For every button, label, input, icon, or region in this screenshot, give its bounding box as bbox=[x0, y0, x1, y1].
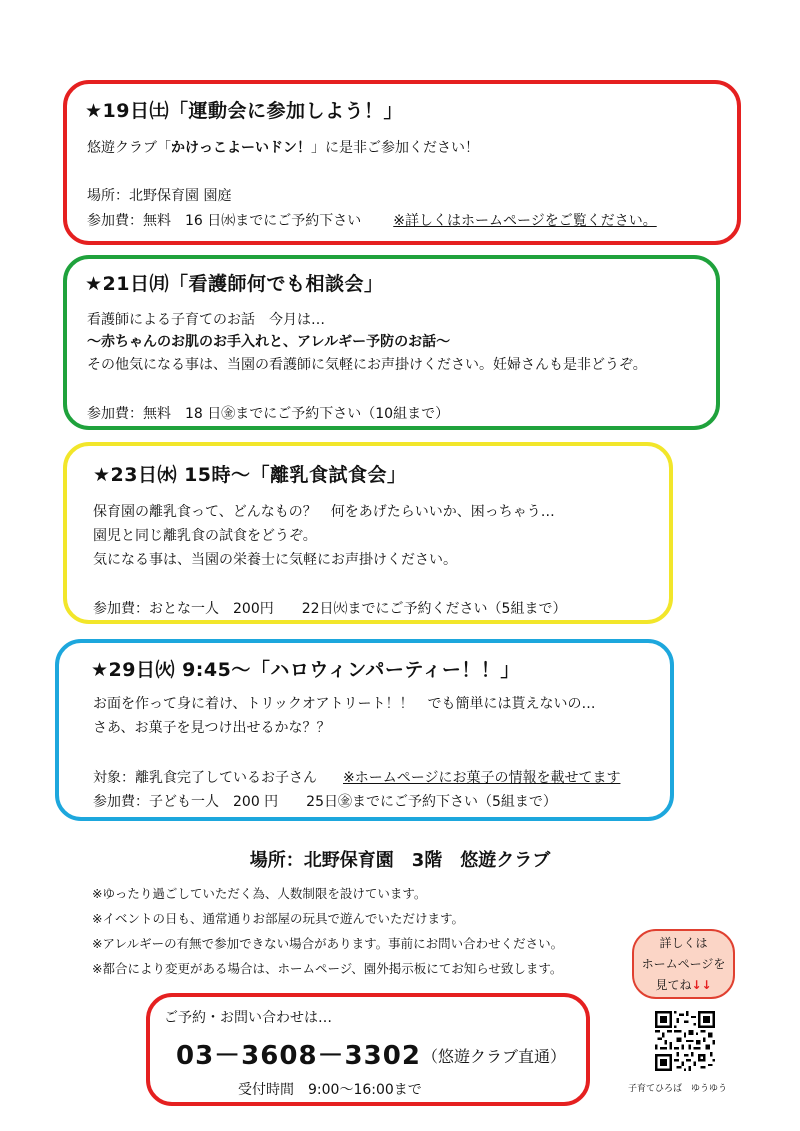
event-target: 対象：離乳食完了しているお子さん ※ホームページにお菓子の情報を載せてます bbox=[93, 770, 621, 786]
callout-line: ホームページを bbox=[641, 957, 726, 971]
event-description: 悠遊クラブ「かけっこよーいドン！」に是非ご参加ください！ bbox=[87, 140, 479, 156]
event-topic: ～赤ちゃんのお肌のお手入れと、アレルギー予防のお話～ bbox=[87, 334, 451, 350]
qr-caption: 子育てひろば ゆうゆう bbox=[628, 1084, 728, 1094]
phone-number[interactable]: 03－3608－3302 bbox=[176, 1041, 421, 1071]
event-description: 保育園の離乳食って、どんなもの？ 何をあげたらいいか、困っちゃう… bbox=[93, 504, 555, 520]
event-description: 看護師による子育てのお話 今月は… bbox=[87, 312, 325, 328]
event-title: ★23日㈬ 15時～「離乳食試食会」 bbox=[93, 464, 407, 486]
note-item: ※ゆったり過ごしていただく為、人数制限を設けています。 bbox=[92, 886, 427, 901]
event-card-nurse-consultation bbox=[63, 255, 720, 430]
event-description: お面を作って身に着け、トリックオアトリート！！ でも簡単には貰えないの… bbox=[93, 696, 596, 712]
note-item: ※イベントの日も、通常通りお部屋の玩具で遊んでいただけます。 bbox=[92, 911, 464, 926]
event-title: ★29日㈫ 9:45～「ハロウィンパーティー！！」 bbox=[91, 659, 520, 681]
event-description: 園児と同じ離乳食の試食をどうぞ。 bbox=[93, 528, 317, 544]
homepage-note: ※ホームページにお菓子の情報を載せてます bbox=[343, 770, 621, 786]
event-fee: 参加費：無料 18 日㊎までにご予約下さい（10組まで） bbox=[87, 406, 450, 422]
note-item: ※都合により変更がある場合は、ホームページ、園外掲示板にてお知らせ致します。 bbox=[92, 961, 563, 976]
event-place: 場所：北野保育園 園庭 bbox=[87, 188, 232, 204]
qr-code-icon[interactable] bbox=[655, 1011, 715, 1071]
event-card-halloween-party bbox=[55, 639, 674, 821]
event-description: 気になる事は、当園の栄養士に気軽にお声掛けください。 bbox=[93, 552, 457, 568]
homepage-note: ※詳しくはホームページをご覧ください。 bbox=[393, 213, 657, 229]
note-item: ※アレルギーの有無で参加できない場合があります。事前にお問い合わせください。 bbox=[92, 936, 564, 951]
event-fee: 参加費：おとな一人 200円 22日㈫までにご予約ください（5組まで） bbox=[93, 601, 567, 617]
venue-heading: 場所：北野保育園 3階 悠遊クラブ bbox=[249, 850, 551, 871]
reception-hours: 受付時間 9:00～16:00まで bbox=[238, 1082, 422, 1098]
event-description: その他気になる事は、当園の看護師に気軽にお声掛けください。妊婦さんも是非どうぞ。 bbox=[87, 357, 647, 373]
event-card-baby-food-tasting bbox=[63, 442, 673, 624]
event-card-sports-day bbox=[63, 80, 741, 245]
contact-box bbox=[146, 993, 590, 1106]
down-arrow-icon: ↓↓ bbox=[691, 978, 712, 992]
phone-note: （悠遊クラブ直通） bbox=[422, 1047, 567, 1066]
event-fee: 参加費：子ども一人 200 円 25日㊎までにご予約下さい（5組まで） bbox=[93, 794, 557, 810]
event-title: ★19日㈯「運動会に参加しよう！」 bbox=[85, 100, 403, 122]
contact-heading: ご予約・お問い合わせは… bbox=[164, 1010, 332, 1026]
event-fee: 参加費：無料 16 日㈬までにご予約下さい ※詳しくはホームページをご覧ください。 bbox=[87, 213, 657, 229]
callout-line: 詳しくは bbox=[659, 936, 708, 950]
callout-line: 見てね↓↓ bbox=[655, 978, 712, 992]
homepage-callout bbox=[632, 929, 735, 999]
event-description: さあ、お菓子を見つけ出せるかな？？ bbox=[93, 720, 331, 736]
event-title: ★21日㈪「看護師何でも相談会」 bbox=[85, 273, 384, 295]
